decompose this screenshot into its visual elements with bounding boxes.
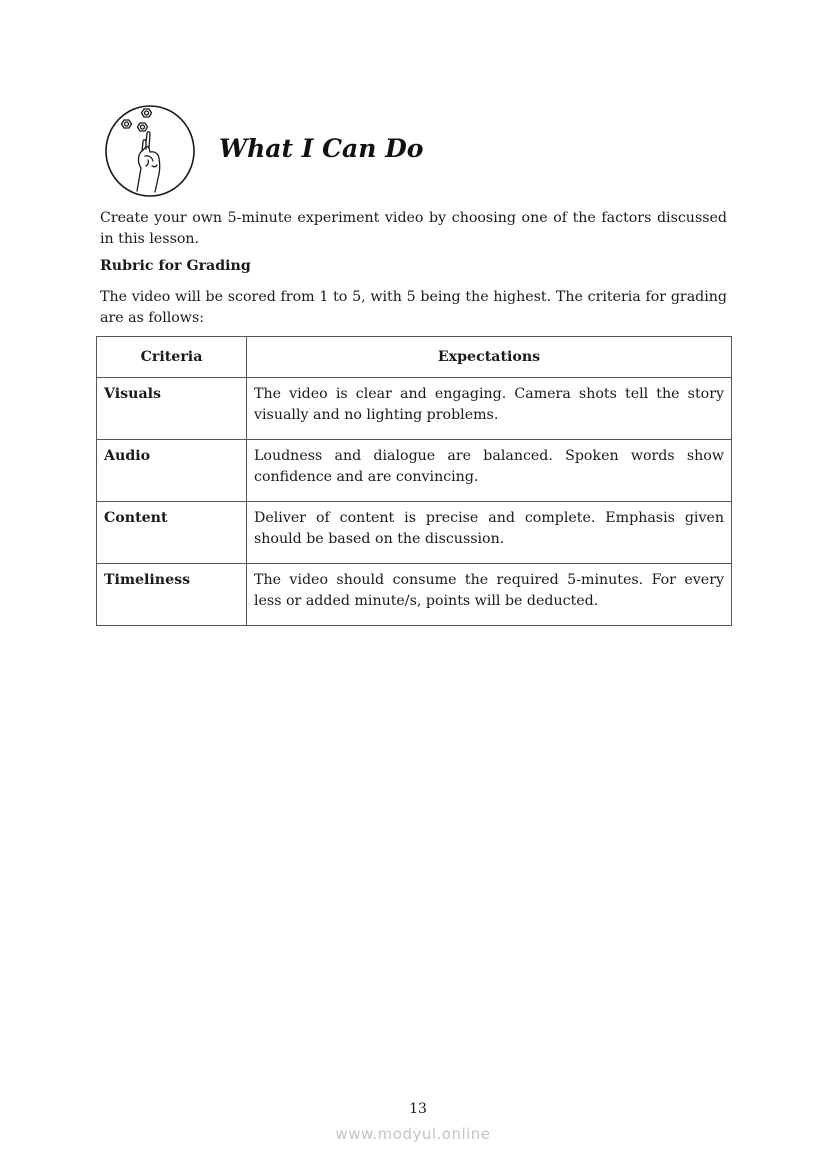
column-header-expectations: Expectations [247, 337, 732, 378]
hand-holding-gears-icon [104, 104, 196, 198]
watermark: www.modyul.online [335, 1125, 491, 1143]
page-number: 13 [409, 1101, 427, 1117]
column-header-criteria: Criteria [97, 337, 247, 378]
expectation-cell: The video is clear and engaging. Camera shots tell the story visually and no lighting problems. [247, 378, 732, 440]
page-title: What I Can Do [219, 134, 424, 163]
expectation-cell: Loudness and dialogue are balanced. Spoken words show confidence and are convincing. [247, 440, 732, 502]
rubric-heading: Rubric for Grading [100, 258, 251, 274]
expectation-cell: Deliver of content is precise and complete. Emphasis given should be based on the discussion. [247, 502, 732, 564]
table-header-row [97, 337, 732, 378]
criteria-cell: Audio [97, 440, 247, 502]
expectation-cell: The video should consume the required 5-minutes. For every less or added minute/s, points will be deducted. [247, 564, 732, 626]
criteria-cell: Content [97, 502, 247, 564]
rubric-description: The video will be scored from 1 to 5, with 5 being the highest. The criteria for grading are as follows: [100, 289, 727, 326]
criteria-cell: Visuals [97, 378, 247, 440]
intro-paragraph: Create your own 5-minute experiment video by choosing one of the factors discussed in this lesson. [100, 210, 727, 247]
table-row [97, 564, 732, 626]
table-row [97, 378, 732, 440]
rubric-table [96, 336, 732, 626]
table-row [97, 440, 732, 502]
criteria-cell: Timeliness [97, 564, 247, 626]
table-row [97, 502, 732, 564]
